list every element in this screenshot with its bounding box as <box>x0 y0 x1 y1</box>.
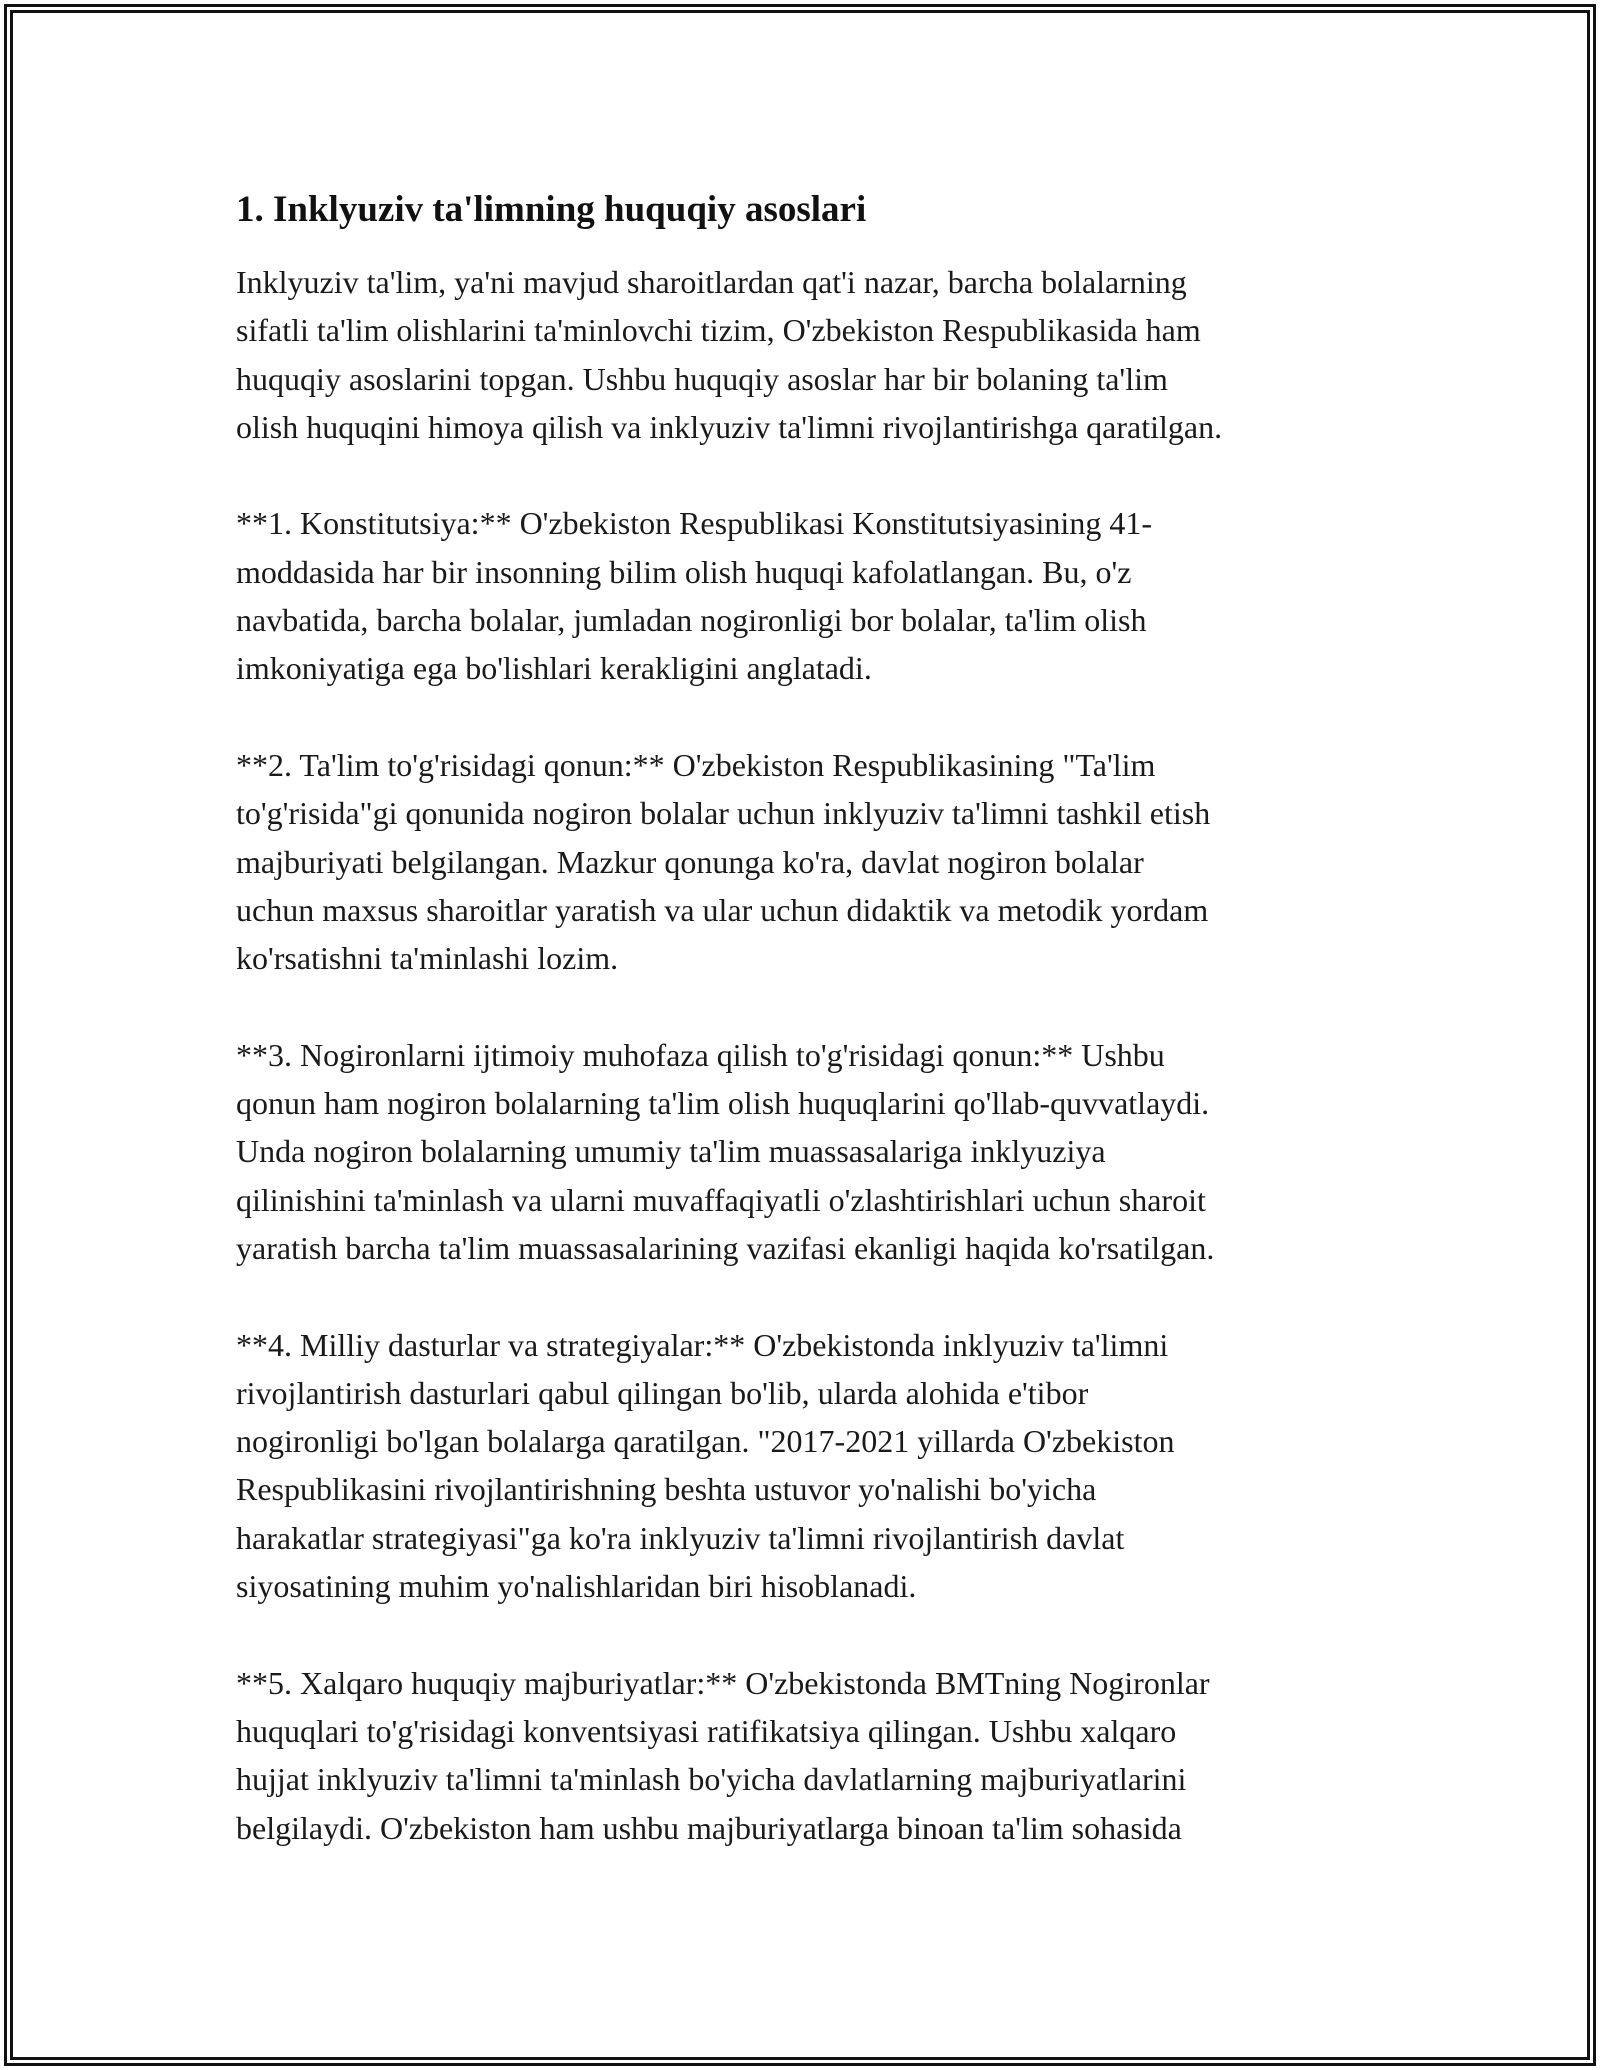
text-line: **5. Xalqaro huquqiy majburiyatlar:** O'zbekistonda BMTning Nogironlar <box>236 1664 1210 1701</box>
paragraph-gap <box>236 982 1376 1030</box>
text-line: qilinishini ta'minlash va ularni muvaffaqiyatli o'zlashtirishlari uchun sharoit <box>236 1181 1206 1218</box>
paragraph-national-programs <box>236 1321 1376 1611</box>
text-line: **2. Ta'lim to'g'risidagi qonun:** O'zbekiston Respublikasining "Ta'lim <box>236 746 1156 783</box>
paragraph-gap <box>236 1272 1376 1320</box>
text-line: huquqlari to'g'risidagi konventsiyasi ratifikatsiya qilingan. Ushbu xalqaro <box>236 1712 1177 1749</box>
paragraph-international-obligations <box>236 1659 1376 1852</box>
paragraph-gap <box>236 693 1376 741</box>
text-line: Respublikasini rivojlantirishning beshta ustuvor yo'nalishi bo'yicha <box>236 1471 1097 1508</box>
text-line: ko'rsatishni ta'minlashi lozim. <box>236 940 619 977</box>
section-heading: 1. Inklyuziv ta'limning huquqiy asoslari <box>236 189 867 230</box>
text-line: siyosatining muhim yo'nalishlaridan biri hisoblanadi. <box>236 1568 917 1605</box>
paragraph-gap <box>236 451 1376 499</box>
text-line: **4. Milliy dasturlar va strategiyalar:** O'zbekistonda inklyuziv ta'limni <box>236 1326 1169 1363</box>
paragraph-education-law <box>236 741 1376 982</box>
text-line: rivojlantirish dasturlari qabul qilingan bo'lib, ularda alohida e'tibor <box>236 1374 1089 1411</box>
text-line: **3. Nogironlarni ijtimoiy muhofaza qilish to'g'risidagi qonun:** Ushbu <box>236 1036 1165 1073</box>
text-line: belgilaydi. O'zbekiston ham ushbu majburiyatlarga binoan ta'lim sohasida <box>236 1809 1182 1846</box>
text-line: qonun ham nogiron bolalarning ta'lim olish huquqlarini qo'llab-quvvatlaydi. <box>236 1085 1210 1122</box>
text-line: majburiyati belgilangan. Mazkur qonunga ko'ra, davlat nogiron bolalar <box>236 843 1144 880</box>
text-line: harakatlar strategiyasi"ga ko'ra inklyuziv ta'limni rivojlantirish davlat <box>236 1519 1125 1556</box>
paragraph-gap <box>236 1610 1376 1658</box>
text-line: navbatida, barcha bolalar, jumladan nogironligi bor bolalar, ta'lim olish <box>236 602 1147 639</box>
text-line: olish huquqini himoya qilish va inklyuziv ta'limni rivojlantirishga qaratilgan. <box>236 408 1223 445</box>
text-line: to'g'risida"gi qonunida nogiron bolalar uchun inklyuziv ta'limni tashkil etish <box>236 795 1211 832</box>
text-line: sifatli ta'lim olishlarini ta'minlovchi tizim, O'zbekiston Respublikasida ham <box>236 312 1201 349</box>
text-line: uchun maxsus sharoitlar yaratish va ular uchun didaktik va metodik yordam <box>236 891 1209 928</box>
paragraph-constitution <box>236 499 1376 692</box>
text-line: imkoniyatiga ega bo'lishlari kerakligini anglatadi. <box>236 650 872 687</box>
paragraph-intro <box>236 258 1376 451</box>
text-line: yaratish barcha ta'lim muassasalarining vazifasi ekanligi haqida ko'rsatilgan. <box>236 1229 1215 1266</box>
text-line: Inklyuziv ta'lim, ya'ni mavjud sharoitlardan qat'i nazar, barcha bolalarning <box>236 264 1187 300</box>
text-line: huquqiy asoslarini topgan. Ushbu huquqiy asoslar har bir bolaning ta'lim <box>236 360 1168 397</box>
text-line: moddasida har bir insonning bilim olish huquqi kafolatlangan. Bu, o'z <box>236 553 1132 590</box>
text-line: Unda nogiron bolalarning umumiy ta'lim muassasalariga inklyuziya <box>236 1133 1106 1170</box>
text-line: hujjat inklyuziv ta'limni ta'minlash bo'yicha davlatlarning majburiyatlarini <box>236 1761 1187 1798</box>
text-line: nogironligi bo'lgan bolalarga qaratilgan. "2017-2021 yillarda O'zbekiston <box>236 1423 1175 1460</box>
text-line: **1. Konstitutsiya:** O'zbekiston Respublikasi Konstitutsiyasining 41- <box>236 505 1152 542</box>
paragraph-social-protection-law <box>236 1031 1376 1272</box>
document-body <box>236 186 1376 1852</box>
